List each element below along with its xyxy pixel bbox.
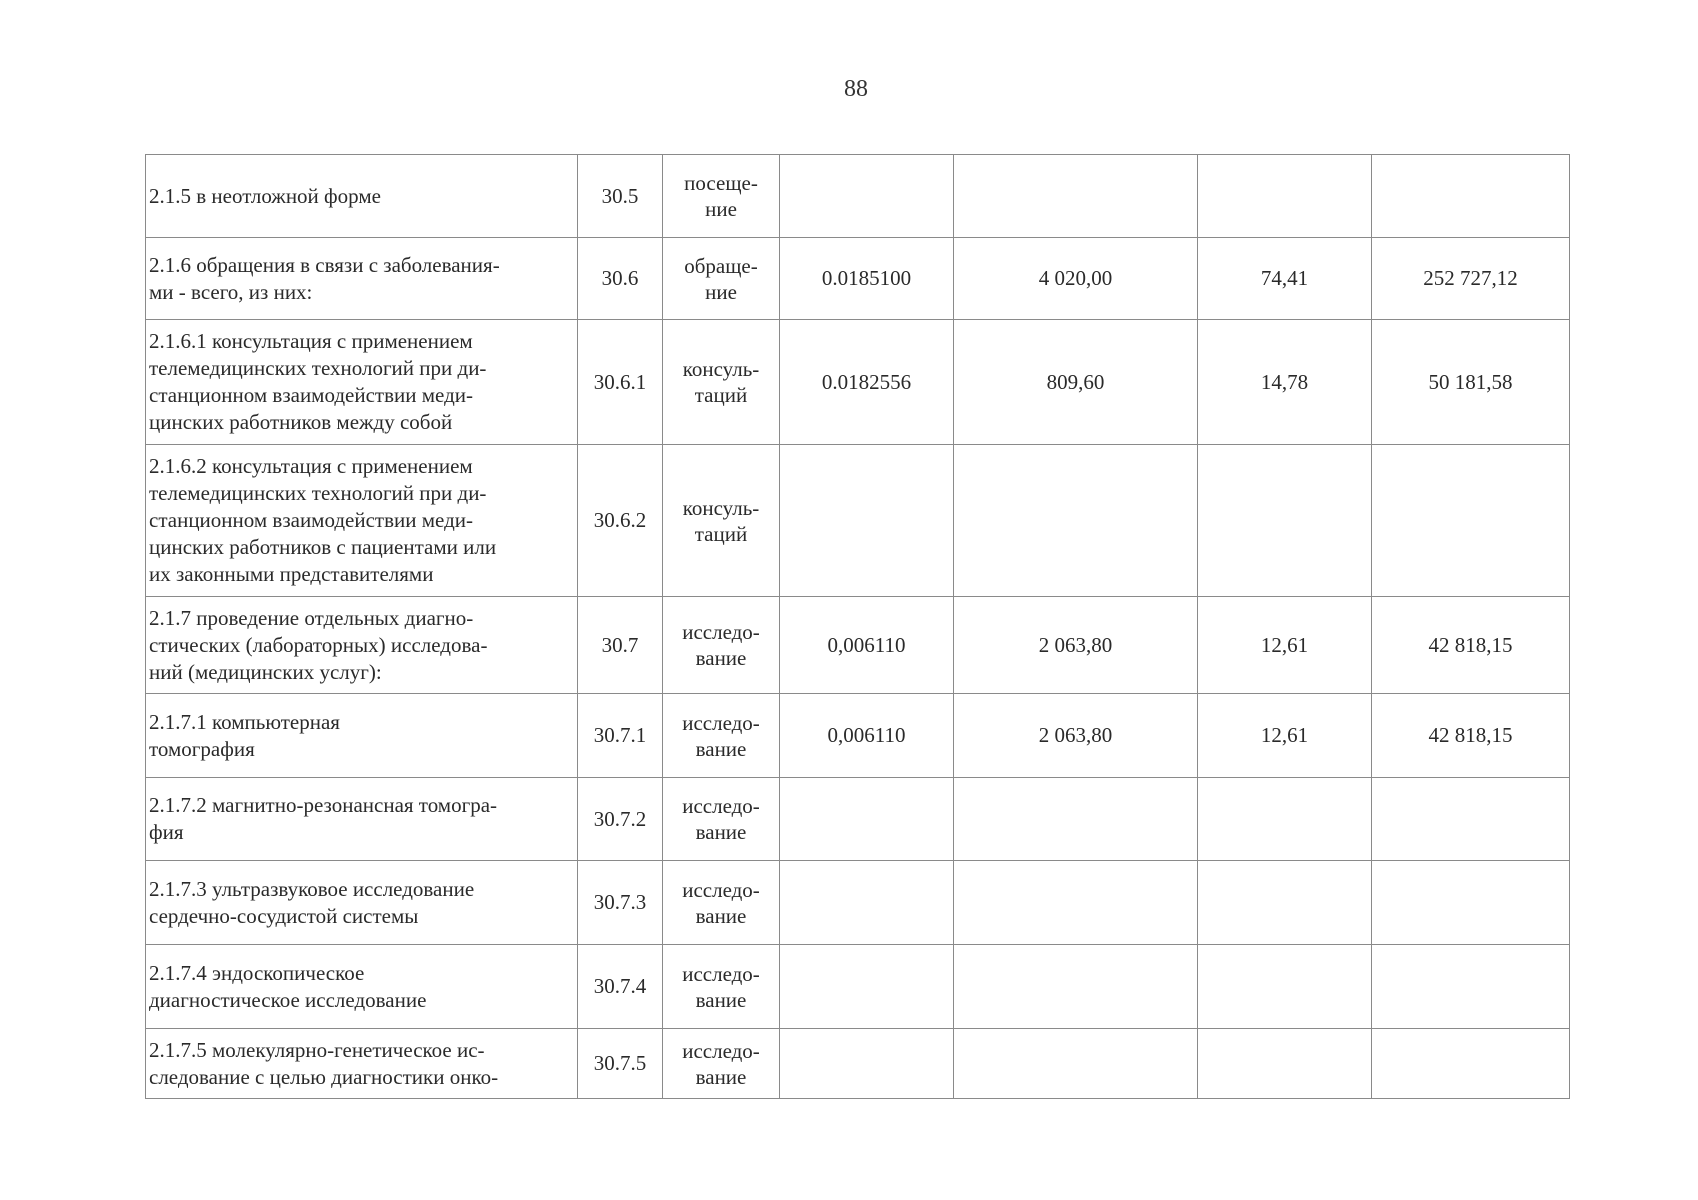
unit-cell	[663, 861, 780, 945]
indicator-name-cell	[146, 1029, 578, 1099]
total-cell	[1372, 945, 1570, 1029]
per-capita-cell	[1198, 778, 1372, 861]
table-row	[146, 778, 1570, 861]
cost-cell	[954, 778, 1198, 861]
line-code-cell: 30.7.4	[578, 945, 663, 1029]
unit-line: вание	[695, 820, 747, 844]
per-capita-cell: 14,78	[1198, 320, 1372, 445]
per-capita-cell	[1198, 945, 1372, 1029]
table-row	[146, 1029, 1570, 1099]
total-cell	[1372, 778, 1570, 861]
indicator-name-line: 2.1.7.5 молекулярно-генетическое ис-	[149, 1037, 485, 1062]
cost-cell	[954, 155, 1198, 238]
unit-line: посеще-	[684, 171, 758, 195]
tariff-table	[145, 154, 1570, 1099]
line-code-cell: 30.6.2	[578, 445, 663, 597]
indicator-name-cell	[146, 320, 578, 445]
table-row	[146, 861, 1570, 945]
line-code-cell: 30.5	[578, 155, 663, 238]
table-row	[146, 694, 1570, 778]
total-cell	[1372, 445, 1570, 597]
cost-cell: 2 063,80	[954, 694, 1198, 778]
total-cell	[1372, 1029, 1570, 1099]
per-capita-cell: 74,41	[1198, 238, 1372, 320]
indicator-name-line: ми - всего, из них:	[149, 279, 313, 304]
norm-cell	[780, 861, 954, 945]
unit-line: консуль-	[682, 357, 760, 381]
indicator-name-line: 2.1.5 в неотложной форме	[149, 183, 381, 208]
unit-cell	[663, 1029, 780, 1099]
norm-cell	[780, 1029, 954, 1099]
unit-line: обраще-	[684, 253, 758, 278]
table-row	[146, 238, 1570, 320]
unit-line: исследо-	[682, 877, 760, 902]
norm-cell	[780, 445, 954, 597]
indicator-name-line: их законными представителями	[149, 562, 434, 586]
indicator-name-line: 2.1.7 проведение отдельных диагно-	[149, 605, 474, 630]
table-row	[146, 945, 1570, 1029]
norm-cell	[780, 155, 954, 238]
indicator-name-line: цинских работников между собой	[149, 410, 453, 434]
indicator-name-line: 2.1.7.1 компьютерная	[149, 709, 340, 734]
per-capita-cell: 12,61	[1198, 597, 1372, 694]
unit-line: ние	[705, 279, 737, 304]
norm-cell: 0.0182556	[780, 320, 954, 445]
unit-cell	[663, 945, 780, 1029]
cost-cell: 809,60	[954, 320, 1198, 445]
indicator-name-line: томография	[149, 736, 255, 761]
total-cell: 42 818,15	[1372, 694, 1570, 778]
indicator-name-line: фия	[149, 820, 184, 844]
cost-cell	[954, 445, 1198, 597]
unit-line: таций	[694, 521, 748, 546]
indicator-name-cell	[146, 155, 578, 238]
unit-cell	[663, 597, 780, 694]
total-cell: 42 818,15	[1372, 597, 1570, 694]
norm-cell: 0.0185100	[780, 238, 954, 320]
indicator-name-line: станционном взаимодействии меди-	[149, 383, 473, 407]
per-capita-cell	[1198, 861, 1372, 945]
line-code-cell: 30.7.3	[578, 861, 663, 945]
cost-cell	[954, 1029, 1198, 1099]
unit-cell	[663, 778, 780, 861]
indicator-name-line: 2.1.6.2 консультация с применением	[149, 454, 473, 478]
total-cell: 252 727,12	[1372, 238, 1570, 320]
unit-line: исследо-	[682, 794, 760, 818]
indicator-name-line: станционном взаимодействии меди-	[149, 508, 473, 532]
indicator-name-line: телемедицинских технологий при ди-	[149, 481, 487, 505]
unit-line: консуль-	[682, 495, 760, 520]
indicator-name-line: стических (лабораторных) исследова-	[149, 632, 488, 657]
table-row	[146, 155, 1570, 238]
indicator-name-line: 2.1.7.4 эндоскопическое	[149, 960, 365, 985]
norm-cell: 0,006110	[780, 597, 954, 694]
cost-cell	[954, 945, 1198, 1029]
line-code-cell: 30.6.1	[578, 320, 663, 445]
unit-line: исследо-	[682, 961, 760, 986]
indicator-name-line: 2.1.7.2 магнитно-резонансная томогра-	[149, 793, 498, 817]
table-row	[146, 320, 1570, 445]
indicator-name-line: 2.1.6.1 консультация с применением	[149, 329, 473, 353]
page-number: 88	[844, 76, 868, 102]
line-code-cell: 30.7.2	[578, 778, 663, 861]
indicator-name-line: диагностическое исследование	[149, 987, 427, 1012]
unit-cell	[663, 320, 780, 445]
unit-cell	[663, 155, 780, 238]
total-cell	[1372, 155, 1570, 238]
unit-line: вание	[695, 646, 747, 670]
unit-line: вание	[695, 1064, 747, 1089]
cost-cell: 4 020,00	[954, 238, 1198, 320]
total-cell: 50 181,58	[1372, 320, 1570, 445]
per-capita-cell	[1198, 155, 1372, 238]
per-capita-cell: 12,61	[1198, 694, 1372, 778]
unit-line: вание	[695, 987, 747, 1012]
indicator-name-cell	[146, 778, 578, 861]
cost-cell	[954, 861, 1198, 945]
unit-line: таций	[694, 383, 748, 407]
indicator-name-cell	[146, 861, 578, 945]
unit-line: исследо-	[682, 1038, 760, 1063]
indicator-name-cell	[146, 238, 578, 320]
norm-cell	[780, 778, 954, 861]
total-cell	[1372, 861, 1570, 945]
indicator-name-line: сердечно-сосудистой системы	[149, 903, 419, 928]
norm-cell	[780, 945, 954, 1029]
indicator-name-cell	[146, 945, 578, 1029]
indicator-name-line: ний (медицинских услуг):	[149, 659, 382, 684]
unit-line: исследо-	[682, 710, 760, 735]
line-code-cell: 30.7.5	[578, 1029, 663, 1099]
indicator-name-cell	[146, 597, 578, 694]
per-capita-cell	[1198, 445, 1372, 597]
indicator-name-cell	[146, 694, 578, 778]
indicator-name-line: следование с целью диагностики онко-	[149, 1064, 499, 1089]
table-row	[146, 597, 1570, 694]
indicator-name-cell	[146, 445, 578, 597]
unit-line: исследо-	[682, 620, 760, 644]
unit-line: вание	[695, 903, 747, 928]
indicator-name-line: цинских работников с пациентами или	[149, 535, 497, 559]
norm-cell: 0,006110	[780, 694, 954, 778]
table-row	[146, 445, 1570, 597]
unit-cell	[663, 238, 780, 320]
unit-cell	[663, 694, 780, 778]
unit-line: вание	[695, 736, 747, 761]
per-capita-cell	[1198, 1029, 1372, 1099]
cost-cell: 2 063,80	[954, 597, 1198, 694]
line-code-cell: 30.6	[578, 238, 663, 320]
indicator-name-line: телемедицинских технологий при ди-	[149, 356, 487, 380]
line-code-cell: 30.7.1	[578, 694, 663, 778]
unit-cell	[663, 445, 780, 597]
line-code-cell: 30.7	[578, 597, 663, 694]
indicator-name-line: 2.1.6 обращения в связи с заболевания-	[149, 252, 500, 277]
unit-line: ние	[705, 197, 737, 221]
indicator-name-line: 2.1.7.3 ультразвуковое исследование	[149, 876, 475, 901]
